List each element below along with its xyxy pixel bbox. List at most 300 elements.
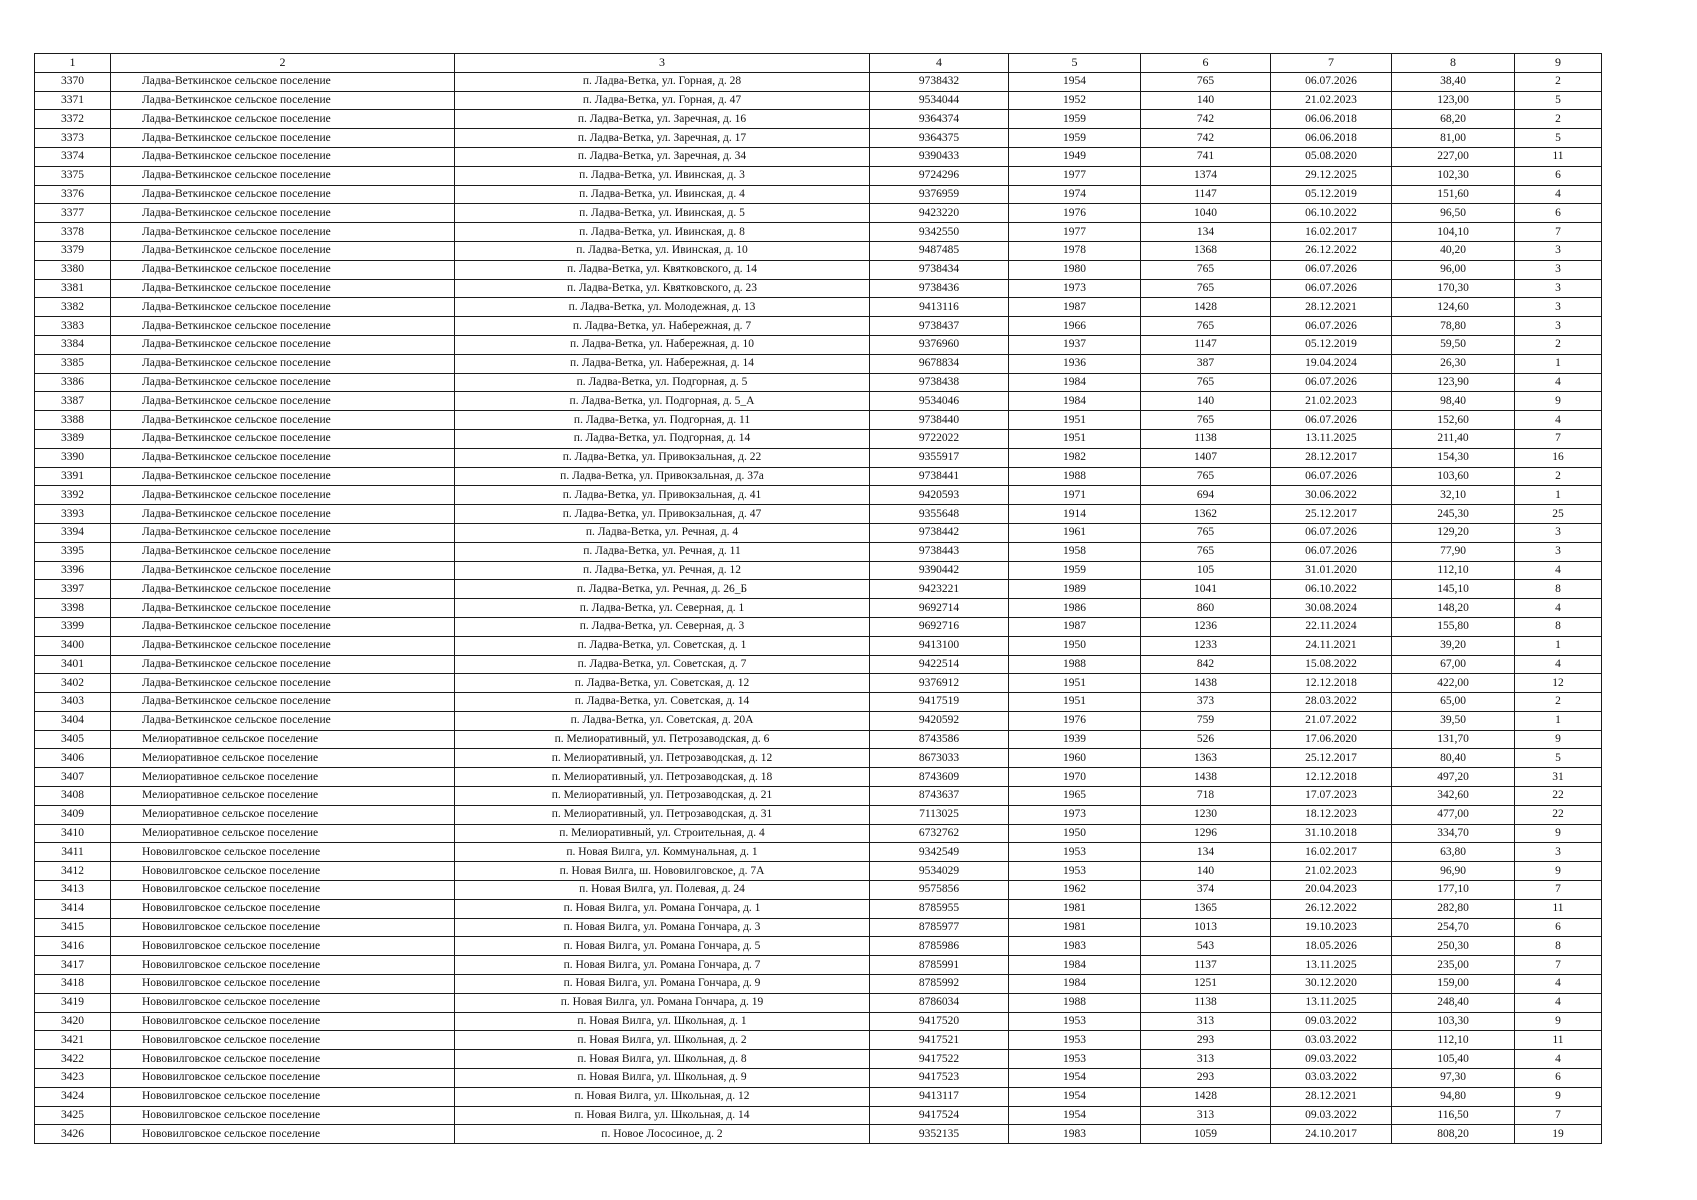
- row-number-cell: 3387: [35, 392, 111, 411]
- column-header: 1: [35, 54, 111, 73]
- area-cell: 334,70: [1392, 824, 1515, 843]
- column-header: 3: [455, 54, 870, 73]
- settlement-cell: Ладва-Веткинское сельское поселение: [111, 505, 455, 524]
- table-row: [35, 185, 1602, 204]
- date-cell: 28.12.2021: [1271, 298, 1392, 317]
- date-cell: 25.12.2017: [1271, 749, 1392, 768]
- document-number-cell: 765: [1141, 279, 1271, 298]
- document-number-cell: 741: [1141, 147, 1271, 166]
- area-cell: 152,60: [1392, 411, 1515, 430]
- house-id-cell: 8743609: [870, 768, 1009, 787]
- settlement-cell: Нововилговское сельское поселение: [111, 1050, 455, 1069]
- house-id-cell: 9738432: [870, 72, 1009, 91]
- house-id-cell: 9376959: [870, 185, 1009, 204]
- house-id-cell: 9417520: [870, 1012, 1009, 1031]
- row-number-cell: 3404: [35, 711, 111, 730]
- address-cell: п. Ладва-Ветка, ул. Заречная, д. 34: [455, 147, 870, 166]
- address-cell: п. Новая Вилга, ул. Школьная, д. 9: [455, 1069, 870, 1088]
- area-cell: 96,90: [1392, 862, 1515, 881]
- area-cell: 808,20: [1392, 1125, 1515, 1144]
- address-cell: п. Новая Вилга, ул. Романа Гончара, д. 7: [455, 956, 870, 975]
- address-cell: п. Ладва-Ветка, ул. Привокзальная, д. 41: [455, 486, 870, 505]
- column-header: 2: [111, 54, 455, 73]
- settlement-cell: Ладва-Веткинское сельское поселение: [111, 599, 455, 618]
- table-row: [35, 693, 1602, 712]
- document-number-cell: 140: [1141, 392, 1271, 411]
- area-cell: 59,50: [1392, 335, 1515, 354]
- year-built-cell: 1960: [1009, 749, 1141, 768]
- table-row: [35, 1106, 1602, 1125]
- date-cell: 26.12.2022: [1271, 241, 1392, 260]
- date-cell: 06.07.2026: [1271, 317, 1392, 336]
- document-number-cell: 1362: [1141, 505, 1271, 524]
- count-cell: 7: [1515, 223, 1602, 242]
- area-cell: 103,30: [1392, 1012, 1515, 1031]
- area-cell: 102,30: [1392, 166, 1515, 185]
- address-cell: п. Ладва-Ветка, ул. Подгорная, д. 11: [455, 411, 870, 430]
- date-cell: 29.12.2025: [1271, 166, 1392, 185]
- document-number-cell: 1438: [1141, 768, 1271, 787]
- year-built-cell: 1951: [1009, 693, 1141, 712]
- date-cell: 22.11.2024: [1271, 617, 1392, 636]
- address-cell: п. Ладва-Ветка, ул. Советская, д. 20А: [455, 711, 870, 730]
- table-row: [35, 110, 1602, 129]
- house-id-cell: 9534029: [870, 862, 1009, 881]
- settlement-cell: Мелиоративное сельское поселение: [111, 768, 455, 787]
- count-cell: 6: [1515, 1069, 1602, 1088]
- area-cell: 39,20: [1392, 636, 1515, 655]
- row-number-cell: 3381: [35, 279, 111, 298]
- row-number-cell: 3399: [35, 617, 111, 636]
- document-number-cell: 1013: [1141, 918, 1271, 937]
- document-number-cell: 765: [1141, 542, 1271, 561]
- date-cell: 06.07.2026: [1271, 279, 1392, 298]
- table-row: [35, 505, 1602, 524]
- date-cell: 06.06.2018: [1271, 110, 1392, 129]
- count-cell: 4: [1515, 599, 1602, 618]
- address-cell: п. Мелиоративный, ул. Петрозаводская, д. 12: [455, 749, 870, 768]
- area-cell: 235,00: [1392, 956, 1515, 975]
- date-cell: 05.12.2019: [1271, 185, 1392, 204]
- settlement-cell: Нововилговское сельское поселение: [111, 862, 455, 881]
- area-cell: 422,00: [1392, 674, 1515, 693]
- count-cell: 12: [1515, 674, 1602, 693]
- table-row: [35, 805, 1602, 824]
- row-number-cell: 3408: [35, 787, 111, 806]
- address-cell: п. Ладва-Ветка, ул. Подгорная, д. 5_А: [455, 392, 870, 411]
- document-number-cell: 134: [1141, 843, 1271, 862]
- area-cell: 98,40: [1392, 392, 1515, 411]
- date-cell: 09.03.2022: [1271, 1050, 1392, 1069]
- year-built-cell: 1939: [1009, 730, 1141, 749]
- settlement-cell: Ладва-Веткинское сельское поселение: [111, 110, 455, 129]
- settlement-cell: Ладва-Веткинское сельское поселение: [111, 373, 455, 392]
- settlement-cell: Ладва-Веткинское сельское поселение: [111, 354, 455, 373]
- address-cell: п. Ладва-Ветка, ул. Квятковского, д. 23: [455, 279, 870, 298]
- document-number-cell: 742: [1141, 129, 1271, 148]
- count-cell: 22: [1515, 787, 1602, 806]
- count-cell: 3: [1515, 260, 1602, 279]
- date-cell: 31.10.2018: [1271, 824, 1392, 843]
- year-built-cell: 1958: [1009, 542, 1141, 561]
- table-row: [35, 899, 1602, 918]
- count-cell: 4: [1515, 655, 1602, 674]
- row-number-cell: 3383: [35, 317, 111, 336]
- settlement-cell: Нововилговское сельское поселение: [111, 1069, 455, 1088]
- document-number-cell: 765: [1141, 523, 1271, 542]
- count-cell: 8: [1515, 937, 1602, 956]
- table-row: [35, 787, 1602, 806]
- table-row: [35, 223, 1602, 242]
- settlement-cell: Нововилговское сельское поселение: [111, 881, 455, 900]
- year-built-cell: 1937: [1009, 335, 1141, 354]
- document-number-cell: 313: [1141, 1050, 1271, 1069]
- table-row: [35, 749, 1602, 768]
- area-cell: 63,80: [1392, 843, 1515, 862]
- address-cell: п. Ладва-Ветка, ул. Речная, д. 12: [455, 561, 870, 580]
- house-id-cell: 9534046: [870, 392, 1009, 411]
- document-number-cell: 1428: [1141, 1087, 1271, 1106]
- house-id-cell: 7113025: [870, 805, 1009, 824]
- table-row: [35, 354, 1602, 373]
- count-cell: 3: [1515, 542, 1602, 561]
- address-cell: п. Ладва-Ветка, ул. Советская, д. 12: [455, 674, 870, 693]
- house-id-cell: 9692716: [870, 617, 1009, 636]
- address-cell: п. Новая Вилга, ул. Романа Гончара, д. 3: [455, 918, 870, 937]
- date-cell: 13.11.2025: [1271, 429, 1392, 448]
- count-cell: 11: [1515, 1031, 1602, 1050]
- year-built-cell: 1989: [1009, 580, 1141, 599]
- date-cell: 21.02.2023: [1271, 392, 1392, 411]
- house-id-cell: 9724296: [870, 166, 1009, 185]
- row-number-cell: 3410: [35, 824, 111, 843]
- year-built-cell: 1986: [1009, 599, 1141, 618]
- count-cell: 7: [1515, 1106, 1602, 1125]
- date-cell: 06.07.2026: [1271, 260, 1392, 279]
- house-id-cell: 9355917: [870, 448, 1009, 467]
- row-number-cell: 3390: [35, 448, 111, 467]
- area-cell: 40,20: [1392, 241, 1515, 260]
- area-cell: 78,80: [1392, 317, 1515, 336]
- year-built-cell: 1983: [1009, 937, 1141, 956]
- area-cell: 65,00: [1392, 693, 1515, 712]
- row-number-cell: 3418: [35, 975, 111, 994]
- address-cell: п. Ладва-Ветка, ул. Подгорная, д. 5: [455, 373, 870, 392]
- house-id-cell: 9678834: [870, 354, 1009, 373]
- year-built-cell: 1981: [1009, 899, 1141, 918]
- settlement-cell: Нововилговское сельское поселение: [111, 1031, 455, 1050]
- row-number-cell: 3374: [35, 147, 111, 166]
- year-built-cell: 1971: [1009, 486, 1141, 505]
- document-number-cell: 374: [1141, 881, 1271, 900]
- house-id-cell: 9355648: [870, 505, 1009, 524]
- settlement-cell: Ладва-Веткинское сельское поселение: [111, 260, 455, 279]
- row-number-cell: 3414: [35, 899, 111, 918]
- house-id-cell: 9417524: [870, 1106, 1009, 1125]
- house-id-cell: 9738441: [870, 467, 1009, 486]
- row-number-cell: 3412: [35, 862, 111, 881]
- settlement-cell: Ладва-Веткинское сельское поселение: [111, 617, 455, 636]
- row-number-cell: 3411: [35, 843, 111, 862]
- row-number-cell: 3394: [35, 523, 111, 542]
- address-cell: п. Ладва-Ветка, ул. Квятковского, д. 14: [455, 260, 870, 279]
- area-cell: 68,20: [1392, 110, 1515, 129]
- address-cell: п. Новая Вилга, ул. Романа Гончара, д. 19: [455, 993, 870, 1012]
- settlement-cell: Нововилговское сельское поселение: [111, 843, 455, 862]
- address-cell: п. Ладва-Ветка, ул. Набережная, д. 14: [455, 354, 870, 373]
- count-cell: 6: [1515, 204, 1602, 223]
- area-cell: 104,10: [1392, 223, 1515, 242]
- settlement-cell: Ладва-Веткинское сельское поселение: [111, 298, 455, 317]
- document-number-cell: 1365: [1141, 899, 1271, 918]
- year-built-cell: 1954: [1009, 1069, 1141, 1088]
- document-number-cell: 313: [1141, 1106, 1271, 1125]
- count-cell: 7: [1515, 429, 1602, 448]
- document-number-cell: 105: [1141, 561, 1271, 580]
- document-number-cell: 765: [1141, 467, 1271, 486]
- row-number-cell: 3379: [35, 241, 111, 260]
- address-cell: п. Новая Вилга, ул. Полевая, д. 24: [455, 881, 870, 900]
- table-row: [35, 317, 1602, 336]
- address-cell: п. Новая Вилга, ул. Коммунальная, д. 1: [455, 843, 870, 862]
- house-id-cell: 6732762: [870, 824, 1009, 843]
- table-row: [35, 617, 1602, 636]
- area-cell: 151,60: [1392, 185, 1515, 204]
- row-number-cell: 3380: [35, 260, 111, 279]
- table-row: [35, 918, 1602, 937]
- table-row: [35, 843, 1602, 862]
- house-id-cell: 9376960: [870, 335, 1009, 354]
- settlement-cell: Ладва-Веткинское сельское поселение: [111, 693, 455, 712]
- year-built-cell: 1984: [1009, 956, 1141, 975]
- date-cell: 24.11.2021: [1271, 636, 1392, 655]
- area-cell: 227,00: [1392, 147, 1515, 166]
- row-number-cell: 3420: [35, 1012, 111, 1031]
- date-cell: 09.03.2022: [1271, 1106, 1392, 1125]
- document-number-cell: 1363: [1141, 749, 1271, 768]
- count-cell: 22: [1515, 805, 1602, 824]
- row-number-cell: 3396: [35, 561, 111, 580]
- settlement-cell: Нововилговское сельское поселение: [111, 937, 455, 956]
- count-cell: 11: [1515, 147, 1602, 166]
- settlement-cell: Ладва-Веткинское сельское поселение: [111, 580, 455, 599]
- document-number-cell: 1138: [1141, 993, 1271, 1012]
- settlement-cell: Мелиоративное сельское поселение: [111, 805, 455, 824]
- table-row: [35, 279, 1602, 298]
- document-number-cell: 293: [1141, 1031, 1271, 1050]
- area-cell: 32,10: [1392, 486, 1515, 505]
- address-cell: п. Ладва-Ветка, ул. Набережная, д. 10: [455, 335, 870, 354]
- count-cell: 4: [1515, 975, 1602, 994]
- document-number-cell: 1438: [1141, 674, 1271, 693]
- house-id-cell: 9420592: [870, 711, 1009, 730]
- table-row: [35, 975, 1602, 994]
- table-row: [35, 1012, 1602, 1031]
- settlement-cell: Ладва-Веткинское сельское поселение: [111, 204, 455, 223]
- table-row: [35, 993, 1602, 1012]
- address-cell: п. Ладва-Ветка, ул. Речная, д. 11: [455, 542, 870, 561]
- row-number-cell: 3425: [35, 1106, 111, 1125]
- year-built-cell: 1978: [1009, 241, 1141, 260]
- date-cell: 19.04.2024: [1271, 354, 1392, 373]
- date-cell: 21.02.2023: [1271, 862, 1392, 881]
- table-row: [35, 561, 1602, 580]
- date-cell: 30.06.2022: [1271, 486, 1392, 505]
- house-id-cell: 8785986: [870, 937, 1009, 956]
- row-number-cell: 3371: [35, 91, 111, 110]
- table-row: [35, 881, 1602, 900]
- year-built-cell: 1988: [1009, 655, 1141, 674]
- settlement-cell: Ладва-Веткинское сельское поселение: [111, 655, 455, 674]
- year-built-cell: 1953: [1009, 1050, 1141, 1069]
- row-number-cell: 3402: [35, 674, 111, 693]
- table-row: [35, 260, 1602, 279]
- house-id-cell: 9738437: [870, 317, 1009, 336]
- row-number-cell: 3389: [35, 429, 111, 448]
- date-cell: 21.07.2022: [1271, 711, 1392, 730]
- date-cell: 05.08.2020: [1271, 147, 1392, 166]
- count-cell: 5: [1515, 749, 1602, 768]
- table-row: [35, 373, 1602, 392]
- table-row: [35, 862, 1602, 881]
- count-cell: 9: [1515, 1012, 1602, 1031]
- count-cell: 2: [1515, 110, 1602, 129]
- document-number-cell: 759: [1141, 711, 1271, 730]
- settlement-cell: Ладва-Веткинское сельское поселение: [111, 467, 455, 486]
- house-id-cell: 9413100: [870, 636, 1009, 655]
- document-number-cell: 1251: [1141, 975, 1271, 994]
- address-cell: п. Новая Вилга, ул. Романа Гончара, д. 5: [455, 937, 870, 956]
- document-number-cell: 1059: [1141, 1125, 1271, 1144]
- document-number-cell: 134: [1141, 223, 1271, 242]
- count-cell: 11: [1515, 899, 1602, 918]
- count-cell: 6: [1515, 918, 1602, 937]
- house-id-cell: 9692714: [870, 599, 1009, 618]
- year-built-cell: 1987: [1009, 617, 1141, 636]
- row-number-cell: 3406: [35, 749, 111, 768]
- date-cell: 13.11.2025: [1271, 956, 1392, 975]
- date-cell: 03.03.2022: [1271, 1069, 1392, 1088]
- settlement-cell: Ладва-Веткинское сельское поселение: [111, 448, 455, 467]
- row-number-cell: 3395: [35, 542, 111, 561]
- area-cell: 96,00: [1392, 260, 1515, 279]
- count-cell: 5: [1515, 129, 1602, 148]
- date-cell: 05.12.2019: [1271, 335, 1392, 354]
- document-number-cell: 293: [1141, 1069, 1271, 1088]
- address-cell: п. Новое Лососиное, д. 2: [455, 1125, 870, 1144]
- table-row: [35, 1031, 1602, 1050]
- house-id-cell: 9417522: [870, 1050, 1009, 1069]
- address-cell: п. Ладва-Ветка, ул. Северная, д. 3: [455, 617, 870, 636]
- address-cell: п. Ладва-Ветка, ул. Ивинская, д. 3: [455, 166, 870, 185]
- count-cell: 7: [1515, 881, 1602, 900]
- settlement-cell: Ладва-Веткинское сельское поселение: [111, 129, 455, 148]
- house-id-cell: 9738442: [870, 523, 1009, 542]
- settlement-cell: Ладва-Веткинское сельское поселение: [111, 674, 455, 693]
- table-row: [35, 1050, 1602, 1069]
- house-id-cell: 8743637: [870, 787, 1009, 806]
- address-cell: п. Ладва-Ветка, ул. Горная, д. 47: [455, 91, 870, 110]
- house-id-cell: 8785992: [870, 975, 1009, 994]
- area-cell: 116,50: [1392, 1106, 1515, 1125]
- document-number-cell: 1147: [1141, 185, 1271, 204]
- row-number-cell: 3419: [35, 993, 111, 1012]
- address-cell: п. Ладва-Ветка, ул. Набережная, д. 7: [455, 317, 870, 336]
- address-cell: п. Ладва-Ветка, ул. Северная, д. 1: [455, 599, 870, 618]
- date-cell: 31.01.2020: [1271, 561, 1392, 580]
- area-cell: 254,70: [1392, 918, 1515, 937]
- document-number-cell: 765: [1141, 72, 1271, 91]
- year-built-cell: 1984: [1009, 373, 1141, 392]
- document-number-cell: 1147: [1141, 335, 1271, 354]
- table-row: [35, 674, 1602, 693]
- document-number-cell: 1041: [1141, 580, 1271, 599]
- settlement-cell: Ладва-Веткинское сельское поселение: [111, 636, 455, 655]
- settlement-cell: Ладва-Веткинское сельское поселение: [111, 429, 455, 448]
- area-cell: 124,60: [1392, 298, 1515, 317]
- count-cell: 7: [1515, 956, 1602, 975]
- row-number-cell: 3378: [35, 223, 111, 242]
- table-row: [35, 655, 1602, 674]
- address-cell: п. Ладва-Ветка, ул. Советская, д. 14: [455, 693, 870, 712]
- row-number-cell: 3405: [35, 730, 111, 749]
- year-built-cell: 1970: [1009, 768, 1141, 787]
- table-row: [35, 768, 1602, 787]
- document-number-cell: 526: [1141, 730, 1271, 749]
- count-cell: 3: [1515, 241, 1602, 260]
- settlement-cell: Нововилговское сельское поселение: [111, 1012, 455, 1031]
- count-cell: 3: [1515, 298, 1602, 317]
- count-cell: 4: [1515, 561, 1602, 580]
- year-built-cell: 1950: [1009, 824, 1141, 843]
- settlement-cell: Мелиоративное сельское поселение: [111, 824, 455, 843]
- date-cell: 12.12.2018: [1271, 768, 1392, 787]
- house-id-cell: 8743586: [870, 730, 1009, 749]
- count-cell: 9: [1515, 824, 1602, 843]
- document-sheet: [34, 53, 1601, 1144]
- row-number-cell: 3392: [35, 486, 111, 505]
- document-number-cell: 765: [1141, 411, 1271, 430]
- area-cell: 26,30: [1392, 354, 1515, 373]
- document-number-cell: 140: [1141, 862, 1271, 881]
- address-cell: п. Ладва-Ветка, ул. Заречная, д. 16: [455, 110, 870, 129]
- house-id-cell: 9423220: [870, 204, 1009, 223]
- year-built-cell: 1965: [1009, 787, 1141, 806]
- column-header: 9: [1515, 54, 1602, 73]
- count-cell: 19: [1515, 1125, 1602, 1144]
- table-row: [35, 467, 1602, 486]
- year-built-cell: 1988: [1009, 993, 1141, 1012]
- date-cell: 06.06.2018: [1271, 129, 1392, 148]
- document-number-cell: 860: [1141, 599, 1271, 618]
- area-cell: 81,00: [1392, 129, 1515, 148]
- year-built-cell: 1981: [1009, 918, 1141, 937]
- table-row: [35, 298, 1602, 317]
- area-cell: 94,80: [1392, 1087, 1515, 1106]
- year-built-cell: 1973: [1009, 805, 1141, 824]
- house-id-cell: 9417521: [870, 1031, 1009, 1050]
- house-id-cell: 9342549: [870, 843, 1009, 862]
- settlement-cell: Ладва-Веткинское сельское поселение: [111, 523, 455, 542]
- address-cell: п. Мелиоративный, ул. Петрозаводская, д. 6: [455, 730, 870, 749]
- area-cell: 159,00: [1392, 975, 1515, 994]
- date-cell: 15.08.2022: [1271, 655, 1392, 674]
- count-cell: 3: [1515, 279, 1602, 298]
- date-cell: 17.07.2023: [1271, 787, 1392, 806]
- area-cell: 145,10: [1392, 580, 1515, 599]
- year-built-cell: 1980: [1009, 260, 1141, 279]
- house-id-cell: 9738436: [870, 279, 1009, 298]
